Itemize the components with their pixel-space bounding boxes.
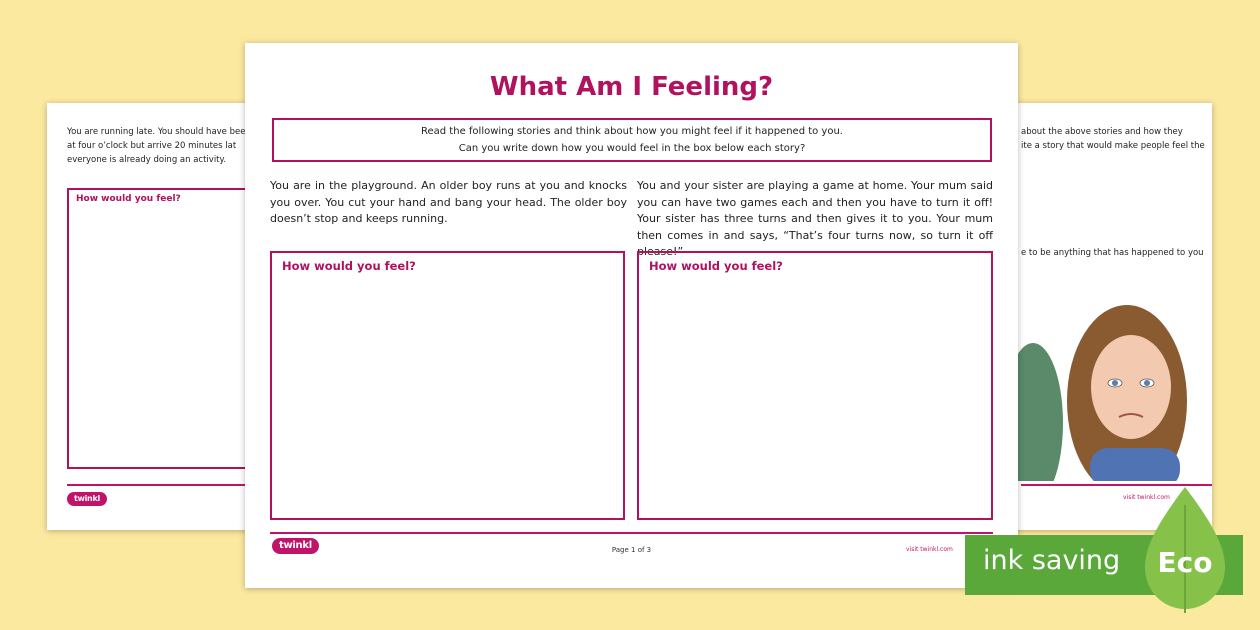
story-1-text: You are in the playground. An older boy runs at you and knocks you over. You cut your hand and bang your head. The older boy doesn’t stop and keeps running. — [270, 179, 627, 225]
left-story-line: at four o’clock but arrive 20 minutes lat — [67, 141, 237, 151]
story-2-text: You and your sister are playing a game at home. Your mum said you can have two games each and then you have to turn it off! Your sister has three turns and then gives it to you. Your mum then comes in and says, “That’s four turns now, so turn it off please!” — [637, 179, 993, 258]
page-number: Page 1 of 3 — [611, 546, 652, 554]
right-story-line: about the above stories and how they — [1021, 127, 1183, 137]
left-story-line: You are running late. You should have bee — [67, 127, 246, 137]
right-story-line: ite a story that would make people feel the — [1021, 141, 1205, 151]
story-1-answer-box[interactable] — [270, 251, 625, 520]
right-story — [1021, 125, 1205, 153]
right-page-preview — [985, 103, 1212, 530]
twinkl-logo: twinkl — [67, 492, 107, 506]
instruction-line: Can you write down how you would feel in the box below each story? — [458, 143, 806, 154]
left-story-line: everyone is already doing an activity. — [67, 155, 227, 165]
left-feel-label: How would you feel? — [76, 194, 181, 204]
instruction-line: Read the following stories and think about how you might feel if it happened to you. — [421, 126, 843, 137]
right-visit-link[interactable]: visit twinkl.com — [1123, 494, 1170, 501]
eco-leaf-icon — [1140, 485, 1230, 615]
ink-saving-label: ink saving — [983, 545, 1121, 576]
main-page — [245, 43, 1018, 588]
page-title: What Am I Feeling? — [489, 72, 774, 102]
story-2-feel-label: How would you feel? — [649, 259, 783, 273]
story-2-answer-box[interactable] — [637, 251, 993, 520]
story-1-feel-label: How would you feel? — [282, 259, 416, 273]
twinkl-logo: twinkl — [272, 538, 319, 554]
left-story — [67, 125, 245, 167]
right-story-line: e to be anything that has happened to you — [1021, 248, 1204, 258]
left-page-preview — [47, 103, 277, 530]
footer-line — [270, 532, 993, 534]
eco-label: Eco — [1157, 546, 1213, 579]
sad-girl-illustration — [1015, 303, 1212, 481]
instructions-box — [272, 118, 992, 162]
visit-link[interactable]: visit twinkl.com — [906, 546, 953, 553]
